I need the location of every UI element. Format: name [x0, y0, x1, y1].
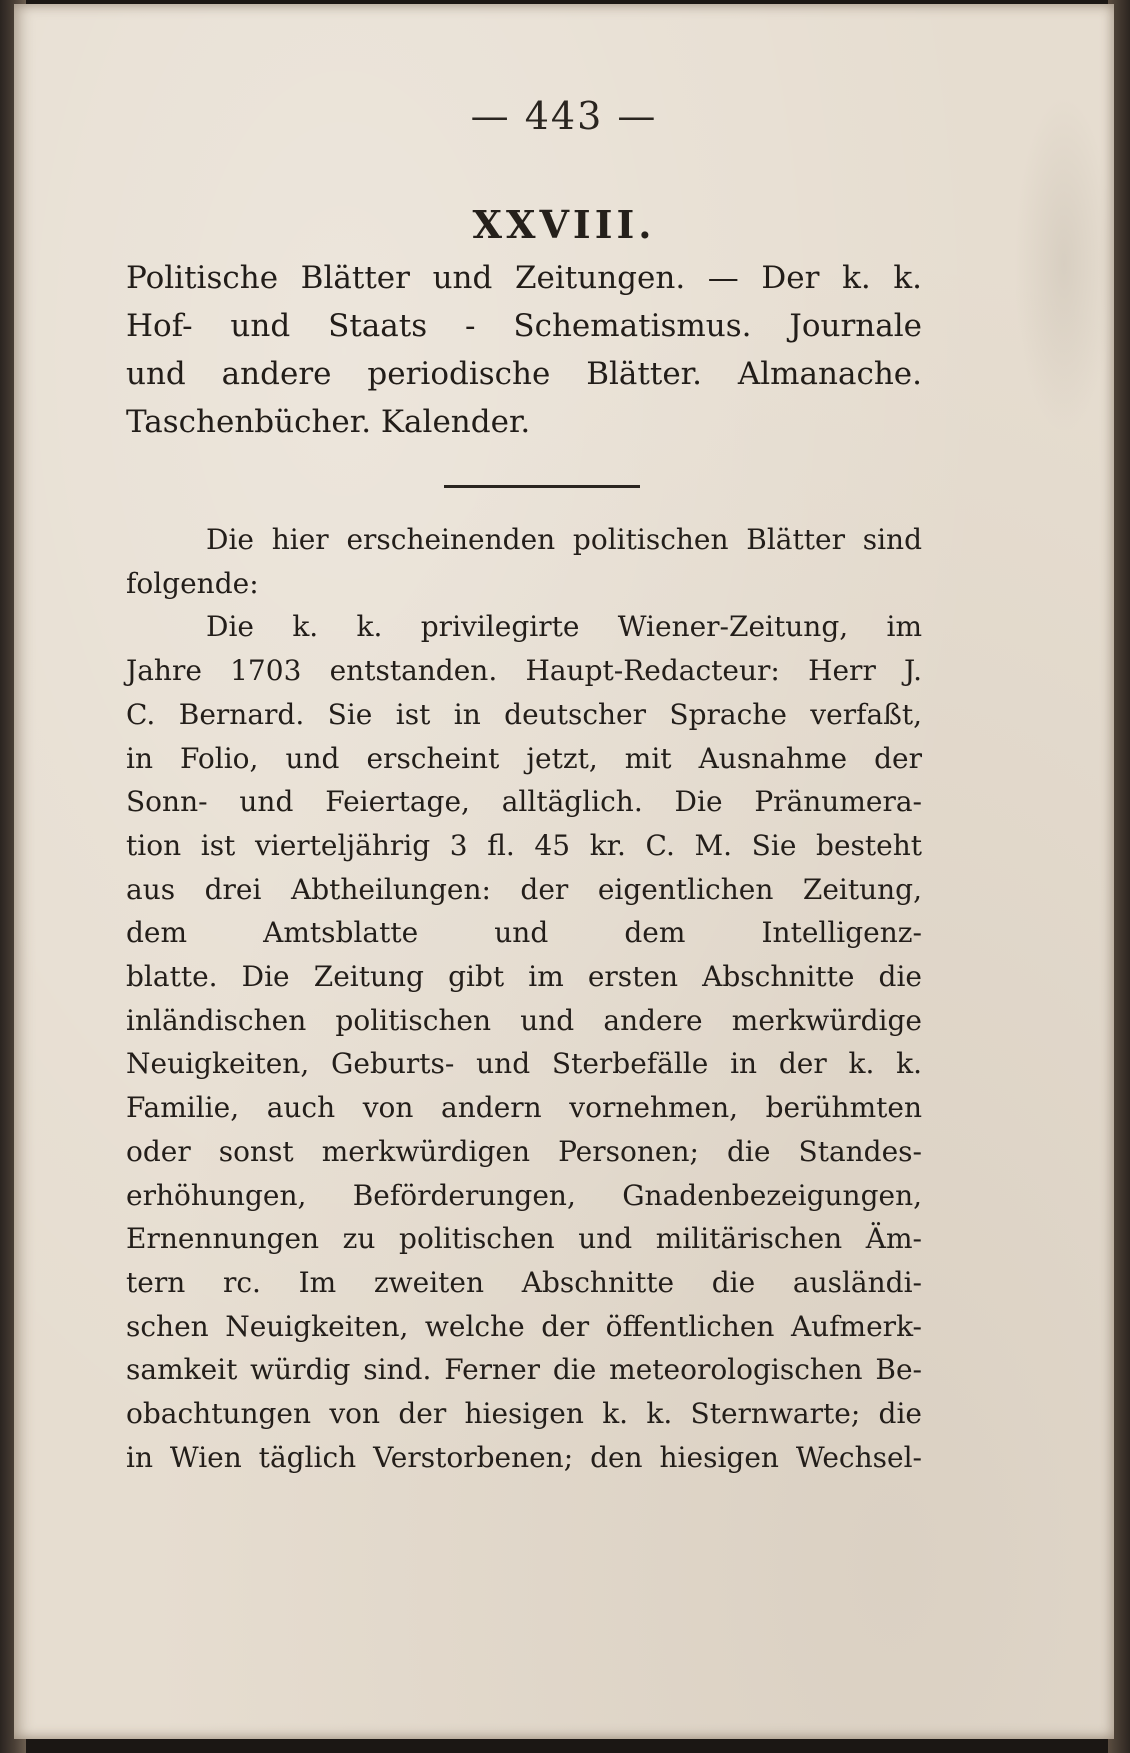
text-line: folgende:	[126, 566, 259, 600]
text-line: obachtungen von der hiesigen k. k. Sternwarte; die	[126, 1397, 922, 1431]
text-line: inländischen politischen und andere merkwürdige	[126, 1003, 922, 1037]
text-line: oder sonst merkwürdigen Personen; die Standes-	[126, 1134, 922, 1168]
heading-line: Politische Blätter und Zeitungen. — Der k. k.	[126, 260, 922, 296]
text-line: samkeit würdig sind. Ferner die meteorologischen Be-	[126, 1353, 922, 1387]
text-line: C. Bernard. Sie ist in deutscher Sprache verfaßt,	[126, 697, 922, 731]
text-line: Die hier erscheinenden politischen Blätter sind	[206, 523, 922, 556]
text-line: tion ist vierteljährig 3 fl. 45 kr. C. M. Sie besteht	[126, 828, 922, 862]
text-line: Die k. k. privilegirte Wiener-Zeitung, im	[206, 610, 922, 644]
text-line: in Folio, und erscheint jetzt, mit Ausnahme der	[126, 741, 922, 775]
text-line: tern rc. Im zweiten Abschnitte die ausländi-	[126, 1265, 922, 1299]
show-through-shadow	[1014, 94, 1114, 434]
text-line: Sonn- und Feiertage, alltäglich. Die Pränumera-	[126, 785, 922, 819]
text-line: schen Neuigkeiten, welche der öffentlichen Aufmerk-	[126, 1309, 922, 1343]
text-line: Neuigkeiten, Geburts- und Sterbefälle in der k. k.	[126, 1047, 922, 1081]
section-divider	[444, 485, 640, 488]
text-line: blatte. Die Zeitung gibt im ersten Abschnitte die	[126, 960, 922, 994]
heading-line: Hof- und Staats - Schematismus. Journale	[126, 308, 922, 344]
text-line: Ernennungen zu politischen und militärischen Äm-	[126, 1222, 922, 1256]
heading-line: und andere periodische Blätter. Almanache.	[126, 356, 922, 392]
text-line: dem Amtsblatte und dem Intelligenz-	[126, 916, 922, 950]
book-page	[14, 4, 1114, 1739]
page-number: — 443 —	[470, 94, 658, 138]
text-line: erhöhungen, Beförderungen, Gnadenbezeigungen,	[126, 1178, 922, 1212]
text-line: in Wien täglich Verstorbenen; den hiesigen Wechsel-	[126, 1440, 922, 1474]
chapter-number: XXVIII.	[472, 202, 656, 247]
chapter-heading	[126, 254, 922, 446]
body-text	[126, 518, 922, 1479]
text-line: Jahre 1703 entstanden. Haupt-Redacteur: Herr J.	[126, 654, 922, 688]
heading-line: Taschenbücher. Kalender.	[126, 404, 531, 440]
text-line: Familie, auch von andern vornehmen, berühmten	[126, 1091, 922, 1125]
text-line: aus drei Abtheilungen: der eigentlichen Zeitung,	[126, 872, 922, 906]
